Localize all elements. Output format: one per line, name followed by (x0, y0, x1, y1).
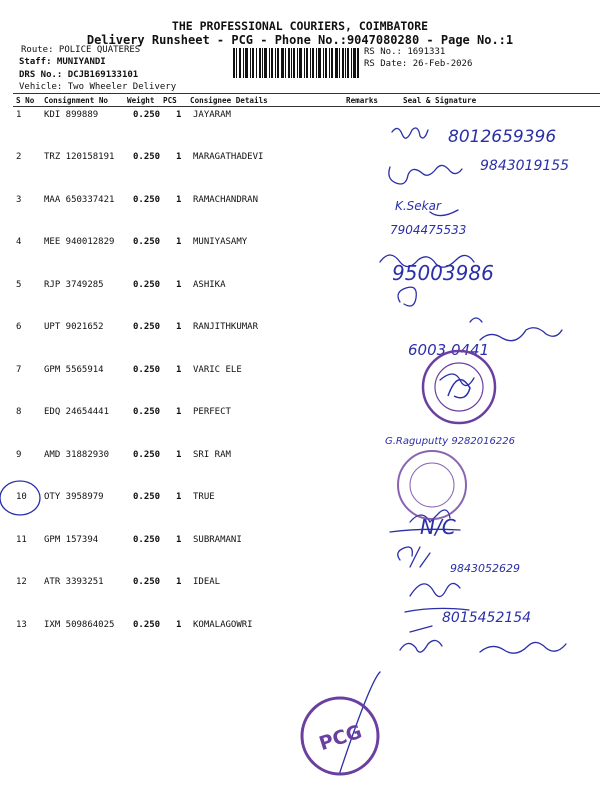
cell-sno: 1 (16, 110, 22, 120)
col-weight: Weight (127, 96, 155, 105)
drs-number: DRS No.: DCJB169133101 (19, 70, 139, 80)
cell-consignee: ASHIKA (193, 280, 226, 290)
cell-consignee: SRI RAM (193, 450, 231, 460)
hw-name-3: K.Sekar (395, 199, 441, 213)
cell-consignment: OTY 3958979 (44, 492, 104, 502)
hw-note-9: G.Raguputty 9282016226 (385, 436, 515, 447)
col-sno: S No (16, 96, 35, 105)
cell-sno: 5 (16, 280, 22, 290)
cell-pcs: 1 (176, 237, 182, 247)
cell-consignee: PERFECT (193, 407, 231, 417)
hw-phone-2: 9843019155 (480, 158, 570, 174)
cell-weight: 0.250 (133, 237, 161, 247)
receiver-seal-stamp (420, 348, 498, 426)
cell-weight: 0.250 (133, 195, 161, 205)
cell-pcs: 1 (176, 110, 182, 120)
cell-consignee: MARAGATHADEVI (193, 152, 264, 162)
cell-weight: 0.250 (133, 322, 161, 332)
cell-consignment: TRZ 120158191 (44, 152, 115, 162)
cell-weight: 0.250 (133, 110, 161, 120)
table-top-rule (13, 93, 600, 94)
route-label: Route: POLICE QUATERES (21, 45, 141, 55)
cell-pcs: 1 (176, 322, 182, 332)
col-remarks: Remarks (346, 96, 379, 105)
col-consignment: Consignment No (44, 96, 109, 105)
cell-consignment: MAA 650337421 (44, 195, 115, 205)
cell-consignee: MUNIYASAMY (193, 237, 248, 247)
cell-consignment: IXM 509864025 (44, 620, 115, 630)
cell-weight: 0.250 (133, 152, 161, 162)
cell-sno: 12 (16, 577, 27, 587)
cell-sno: 11 (16, 535, 27, 545)
cell-sno: 2 (16, 152, 22, 162)
cell-pcs: 1 (176, 365, 182, 375)
cell-sno: 10 (16, 492, 27, 502)
company-seal-stamp (395, 448, 469, 522)
cell-consignee: RAMACHANDRAN (193, 195, 259, 205)
hw-phone-6: 6003 0441 (408, 341, 490, 359)
cell-consignment: KDI 899889 (44, 110, 99, 120)
hw-nc-10: N/C (420, 515, 456, 539)
hw-phone-12: 8015452154 (442, 610, 532, 626)
cell-consignment: UPT 9021652 (44, 322, 104, 332)
table-header-rule (13, 106, 600, 107)
cell-pcs: 1 (176, 450, 182, 460)
cell-consignee: KOMALAGOWRI (193, 620, 253, 630)
cell-pcs: 1 (176, 492, 182, 502)
cell-sno: 8 (16, 407, 22, 417)
sno-10-circle-mark (0, 478, 46, 518)
cell-pcs: 1 (176, 535, 182, 545)
cell-weight: 0.250 (133, 577, 161, 587)
cell-sno: 13 (16, 620, 27, 630)
barcode-image (233, 48, 359, 78)
rs-number: RS No.: 1691331 (364, 47, 446, 57)
cell-sno: 6 (16, 322, 22, 332)
col-signature: Seal & Signature (403, 96, 477, 105)
hw-phone-11: 9843052629 (450, 562, 520, 575)
cell-consignment: GPM 5565914 (44, 365, 104, 375)
cell-weight: 0.250 (133, 407, 161, 417)
cell-weight: 0.250 (133, 535, 161, 545)
cell-consignment: ATR 3393251 (44, 577, 104, 587)
cell-pcs: 1 (176, 152, 182, 162)
pcg-stamp (298, 694, 382, 778)
vehicle-label: Vehicle: Two Wheeler Delivery (19, 82, 177, 92)
cell-consignee: RANJITHKUMAR (193, 322, 259, 332)
cell-sno: 4 (16, 237, 22, 247)
staff-label: Staff: MUNIYANDI (19, 57, 106, 67)
runsheet-subtitle: Delivery Runsheet - PCG - Phone No.:9047080280 - Page No.:1 (86, 33, 514, 47)
hw-phone-4: 95003986 (392, 261, 494, 285)
cell-consignment: GPM 157394 (44, 535, 99, 545)
cell-pcs: 1 (176, 620, 182, 630)
cell-sno: 9 (16, 450, 22, 460)
cell-consignee: JAYARAM (193, 110, 231, 120)
pcg-stamp-text: PCG (316, 720, 365, 756)
cell-consignment: AMD 31882930 (44, 450, 110, 460)
cell-consignment: MEE 940012829 (44, 237, 115, 247)
cell-consignee: SUBRAMANI (193, 535, 242, 545)
cell-pcs: 1 (176, 280, 182, 290)
cell-weight: 0.250 (133, 620, 161, 630)
cell-consignee: VARIC ELE (193, 365, 242, 375)
cell-weight: 0.250 (133, 450, 161, 460)
cell-consignee: TRUE (193, 492, 215, 502)
rs-date: RS Date: 26-Feb-2026 (364, 59, 473, 69)
cell-consignee: IDEAL (193, 577, 221, 587)
cell-sno: 3 (16, 195, 22, 205)
col-pcs: PCS (163, 96, 177, 105)
cell-weight: 0.250 (133, 492, 161, 502)
company-title: THE PROFESSIONAL COURIERS, COIMBATORE (171, 19, 429, 33)
col-consignee: Consignee Details (190, 96, 268, 105)
hw-phone-3: 7904475533 (390, 223, 467, 237)
cell-consignment: EDQ 24654441 (44, 407, 110, 417)
cell-pcs: 1 (176, 195, 182, 205)
cell-weight: 0.250 (133, 365, 161, 375)
cell-weight: 0.250 (133, 280, 161, 290)
cell-pcs: 1 (176, 577, 182, 587)
cell-sno: 7 (16, 365, 22, 375)
cell-consignment: RJP 3749285 (44, 280, 104, 290)
cell-pcs: 1 (176, 407, 182, 417)
hw-phone-1: 8012659396 (448, 127, 557, 147)
